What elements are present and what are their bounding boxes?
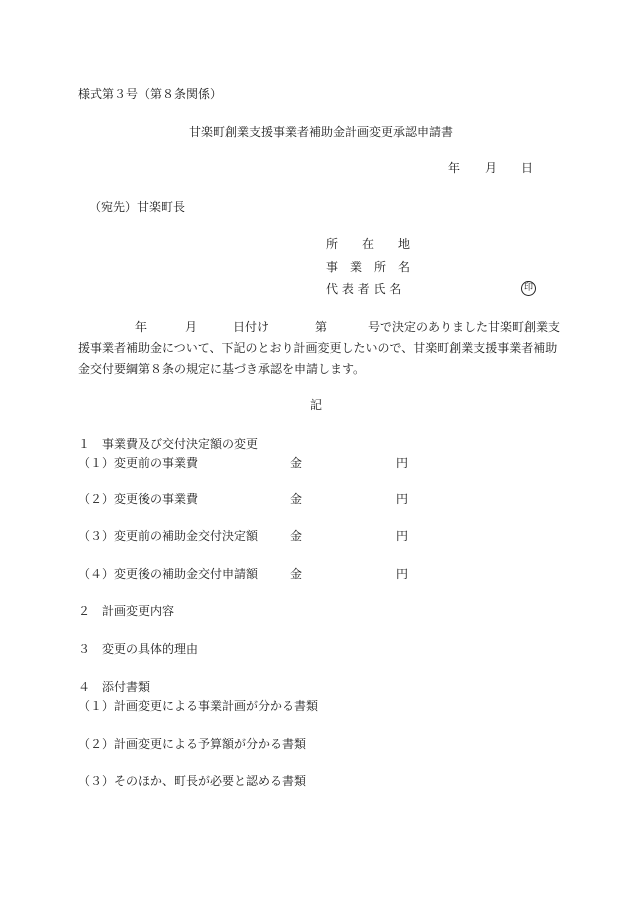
item-label: （３）変更前の補助金交付決定額: [78, 529, 259, 543]
date-year: 年: [448, 161, 461, 175]
list-item: （３）そのほか、町長が必要と認める書類: [78, 774, 307, 788]
para-month: 月: [185, 320, 198, 334]
kin-label: 金: [290, 529, 303, 543]
section-heading: ４ 添付書類: [78, 680, 151, 694]
item-label: （４）変更後の補助金交付申請額: [78, 567, 259, 581]
ki-heading: 記: [310, 398, 323, 412]
para-dai: 第: [315, 320, 328, 334]
item-label: （１）変更前の事業費: [78, 456, 199, 470]
list-item: （２）計画変更による予算額が分かる書類: [78, 737, 307, 751]
list-item: （１）計画変更による事業計画が分かる書類: [78, 699, 319, 713]
para-year: 年: [135, 320, 148, 334]
para-day-dated: 日付け: [233, 320, 270, 334]
yen-label: 円: [396, 456, 409, 470]
kin-label: 金: [290, 456, 303, 470]
section-heading: １ 事業費及び交付決定額の変更: [78, 437, 259, 451]
item-label: （２）変更後の事業費: [78, 492, 199, 506]
date-day: 日: [521, 161, 534, 175]
section-2-heading: ２ 計画変更内容: [78, 604, 175, 618]
yen-label: 円: [396, 529, 409, 543]
addressee: （宛先）甘楽町長: [89, 200, 186, 214]
section-3-heading: ３ 変更の具体的理由: [78, 642, 199, 656]
representative-name-label: 代 表 者 氏 名: [326, 282, 402, 296]
document-title: 甘楽町創業支援事業者補助金計画変更承認申請書: [189, 125, 454, 139]
para-line3: 金交付要綱第８条の規定に基づき承認を申請します。: [78, 362, 366, 376]
kin-label: 金: [290, 492, 303, 506]
business-name-label: 事 業 所 名: [326, 260, 411, 274]
para-line2: 援事業者補助金について、下記のとおり計画変更したいので、甘楽町創業支援事業者補助: [78, 341, 558, 355]
address-label: 所 在 地: [326, 237, 411, 251]
yen-label: 円: [396, 492, 409, 506]
seal-mark: 印: [521, 281, 536, 296]
date-month: 月: [485, 161, 498, 175]
kin-label: 金: [290, 567, 303, 581]
para-line1-rest: 号で決定のありました甘楽町創業支: [368, 320, 561, 334]
yen-label: 円: [396, 567, 409, 581]
form-number: 様式第３号（第８条関係）: [78, 87, 223, 101]
